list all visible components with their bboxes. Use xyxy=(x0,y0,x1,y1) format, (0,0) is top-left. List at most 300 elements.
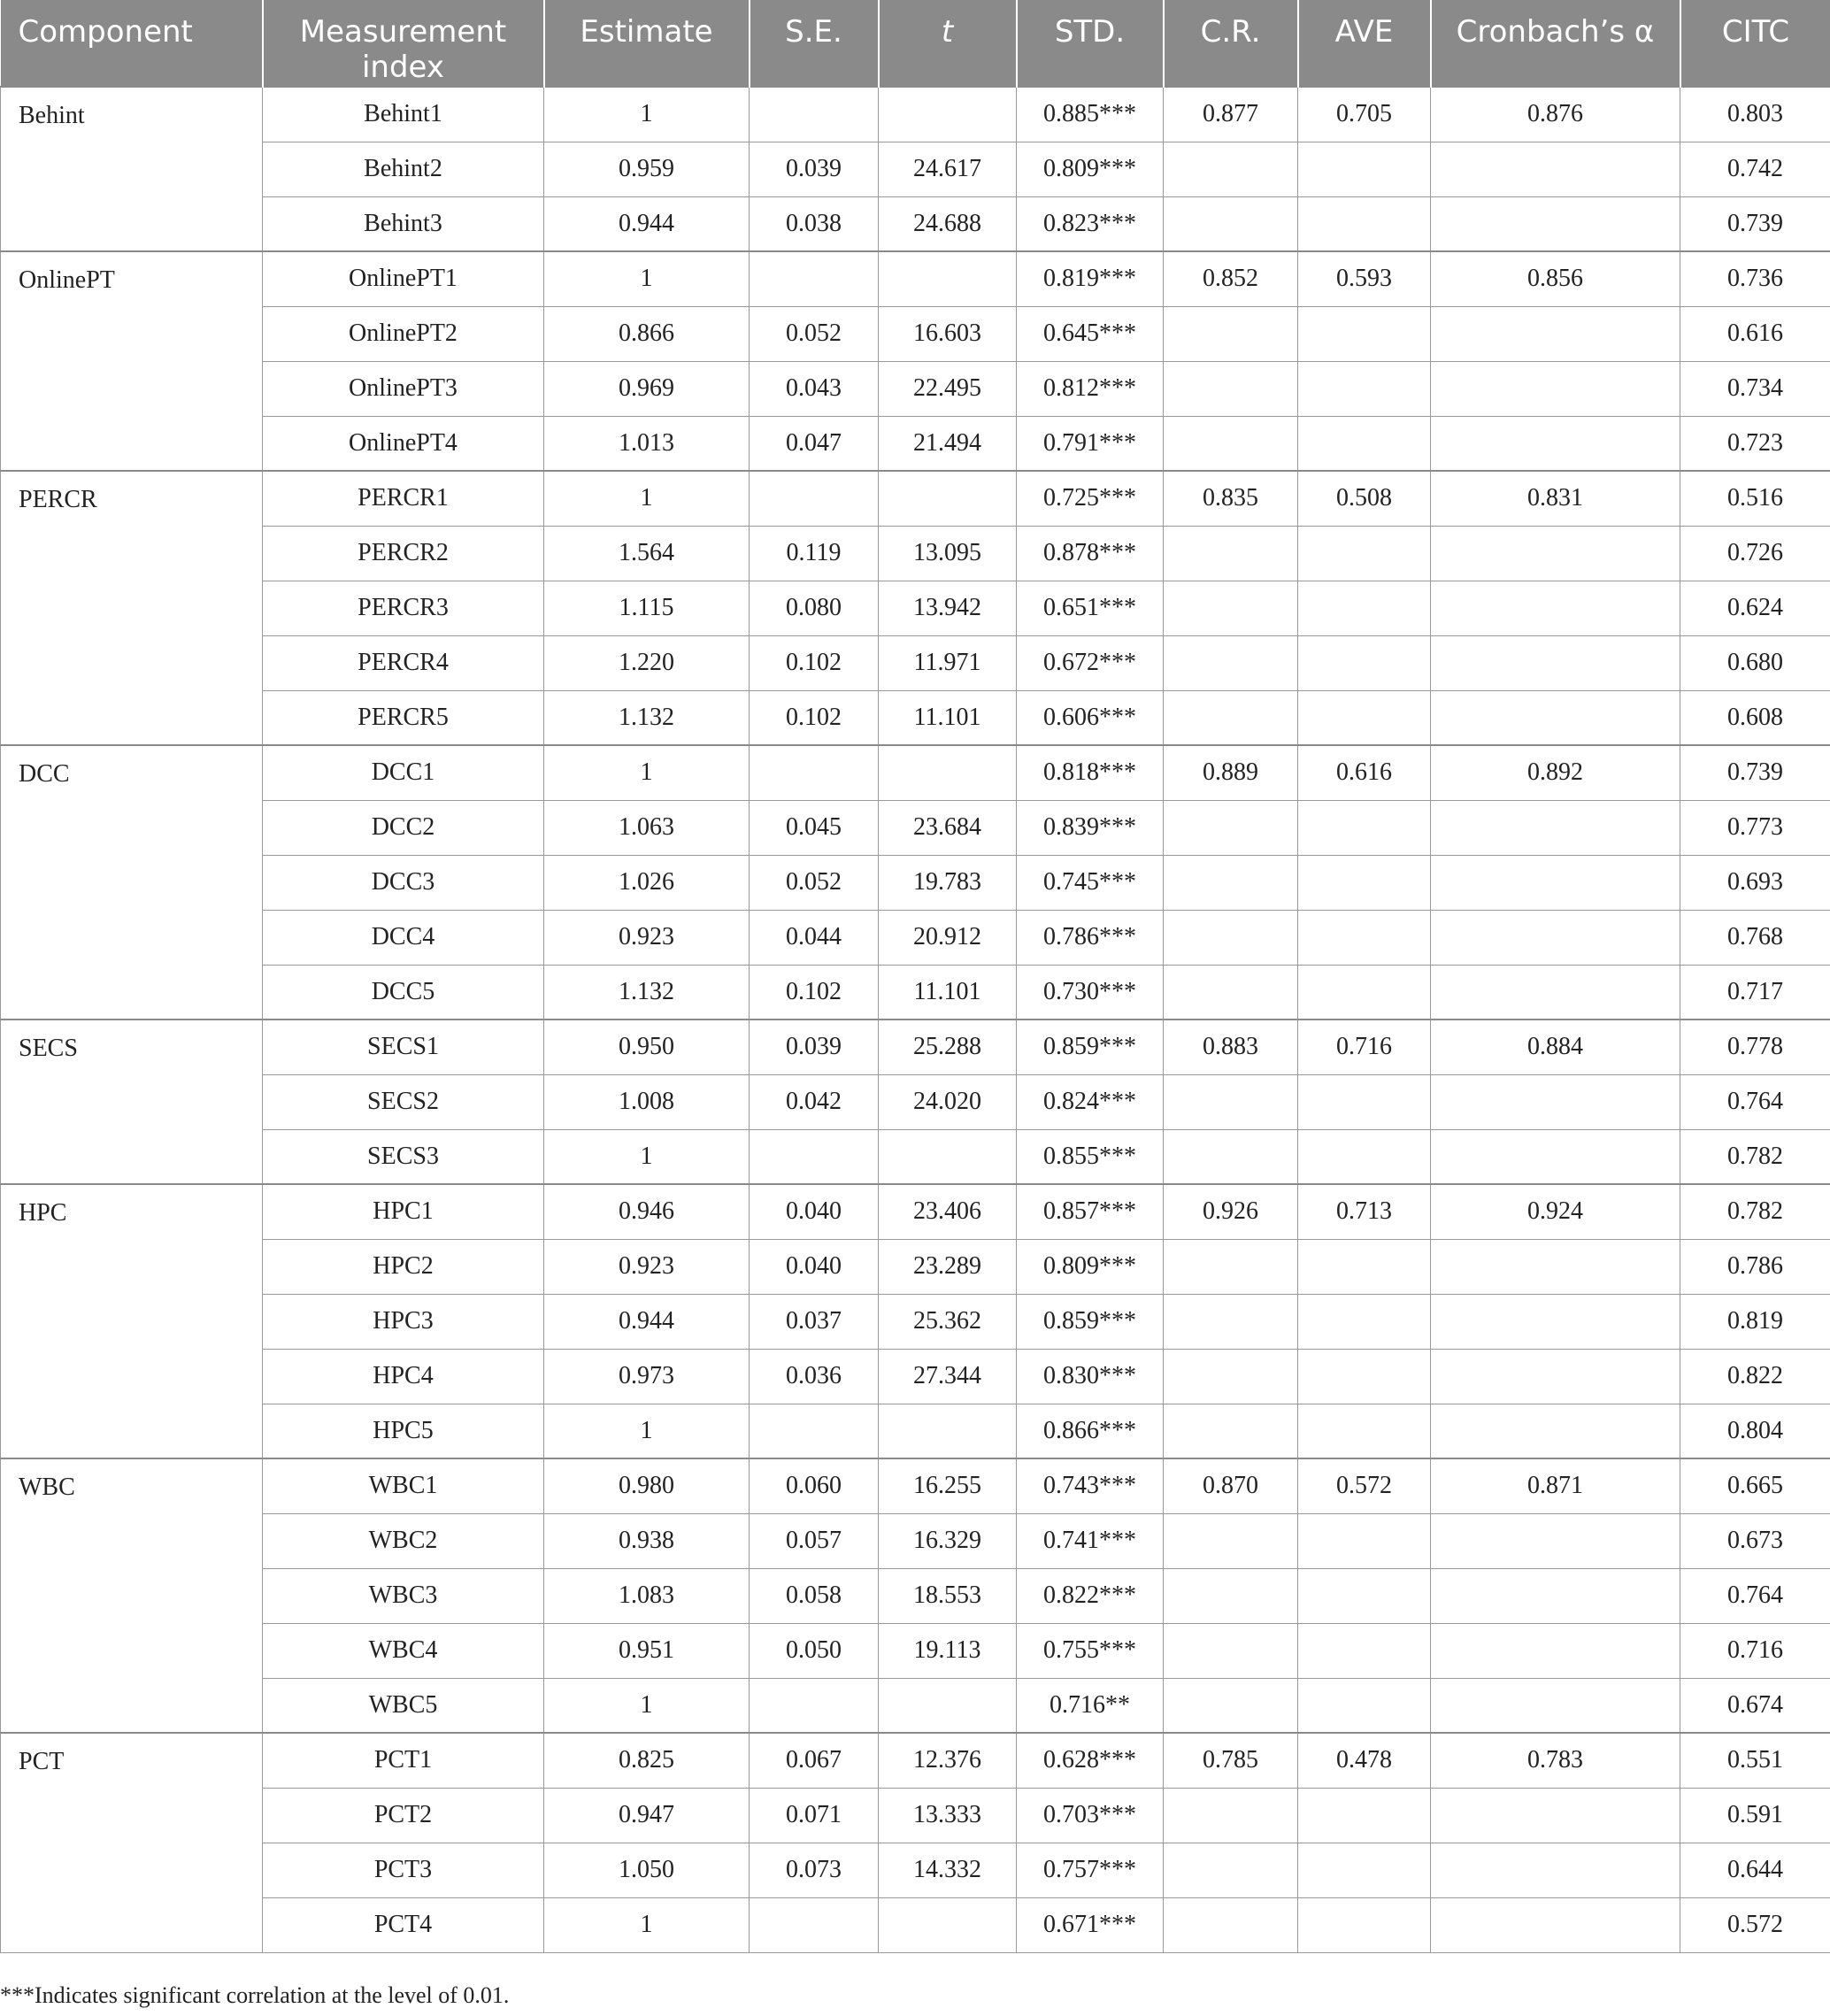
citc-cell: 0.764 xyxy=(1680,1074,1830,1129)
measurement-index-cell: Behint3 xyxy=(263,196,544,251)
table-row xyxy=(1,87,1830,142)
measurement-index-cell: SECS2 xyxy=(263,1074,544,1129)
se-cell xyxy=(750,251,879,306)
se-cell xyxy=(750,87,879,142)
cr-cell xyxy=(1164,196,1298,251)
table-row xyxy=(1,1843,1830,1897)
t-cell: 27.344 xyxy=(879,1349,1017,1404)
std-cell: 0.671*** xyxy=(1017,1897,1164,1952)
table-row xyxy=(1,1897,1830,1952)
table-row xyxy=(1,1349,1830,1404)
citc-cell: 0.764 xyxy=(1680,1568,1830,1623)
measurement-index-cell: DCC5 xyxy=(263,965,544,1020)
cronbach-alpha-cell xyxy=(1431,142,1680,196)
t-cell: 23.684 xyxy=(879,800,1017,855)
t-cell xyxy=(879,1129,1017,1184)
t-cell: 11.101 xyxy=(879,965,1017,1020)
ave-cell xyxy=(1298,1349,1431,1404)
ave-cell xyxy=(1298,1843,1431,1897)
cronbach-alpha-cell xyxy=(1431,306,1680,361)
measurement-index-cell: OnlinePT2 xyxy=(263,306,544,361)
t-cell xyxy=(879,251,1017,306)
ave-cell: 0.713 xyxy=(1298,1184,1431,1239)
cr-cell xyxy=(1164,1897,1298,1952)
std-cell: 0.812*** xyxy=(1017,361,1164,416)
measurement-index-cell: DCC2 xyxy=(263,800,544,855)
table-row xyxy=(1,416,1830,471)
cronbach-alpha-cell xyxy=(1431,635,1680,690)
estimate-cell: 1.050 xyxy=(544,1843,750,1897)
ave-cell xyxy=(1298,965,1431,1020)
citc-cell: 0.716 xyxy=(1680,1623,1830,1678)
se-cell: 0.119 xyxy=(750,526,879,581)
estimate-cell: 1.063 xyxy=(544,800,750,855)
estimate-cell: 1.115 xyxy=(544,581,750,635)
se-cell: 0.057 xyxy=(750,1513,879,1568)
ave-cell xyxy=(1298,1788,1431,1843)
table-row xyxy=(1,1129,1830,1184)
estimate-cell: 0.973 xyxy=(544,1349,750,1404)
estimate-cell: 1 xyxy=(544,1404,750,1458)
table-row xyxy=(1,1404,1830,1458)
estimate-cell: 1 xyxy=(544,471,750,526)
citc-cell: 0.804 xyxy=(1680,1404,1830,1458)
table-row xyxy=(1,1294,1830,1349)
citc-cell: 0.736 xyxy=(1680,251,1830,306)
ave-cell xyxy=(1298,910,1431,965)
std-cell: 0.628*** xyxy=(1017,1733,1164,1788)
measurement-index-cell: PCT3 xyxy=(263,1843,544,1897)
std-cell: 0.755*** xyxy=(1017,1623,1164,1678)
citc-cell: 0.782 xyxy=(1680,1129,1830,1184)
table-row xyxy=(1,690,1830,745)
estimate-cell: 1 xyxy=(544,1129,750,1184)
cr-cell xyxy=(1164,1404,1298,1458)
ave-cell xyxy=(1298,1129,1431,1184)
ave-cell xyxy=(1298,635,1431,690)
cronbach-alpha-cell: 0.856 xyxy=(1431,251,1680,306)
table-row xyxy=(1,526,1830,581)
cr-cell xyxy=(1164,306,1298,361)
estimate-cell: 0.947 xyxy=(544,1788,750,1843)
std-cell: 0.651*** xyxy=(1017,581,1164,635)
std-cell: 0.716** xyxy=(1017,1678,1164,1733)
estimate-cell: 1.026 xyxy=(544,855,750,910)
estimate-cell: 1.220 xyxy=(544,635,750,690)
se-cell: 0.071 xyxy=(750,1788,879,1843)
header-citc: CITC xyxy=(1680,0,1830,87)
header-cr: C.R. xyxy=(1164,0,1298,87)
se-cell: 0.044 xyxy=(750,910,879,965)
table-row xyxy=(1,800,1830,855)
cronbach-alpha-cell xyxy=(1431,1897,1680,1952)
cronbach-alpha-cell: 0.831 xyxy=(1431,471,1680,526)
measurement-index-cell: WBC4 xyxy=(263,1623,544,1678)
cr-cell: 0.785 xyxy=(1164,1733,1298,1788)
estimate-cell: 1 xyxy=(544,1678,750,1733)
citc-cell: 0.723 xyxy=(1680,416,1830,471)
measurement-index-cell: PCT4 xyxy=(263,1897,544,1952)
cr-cell xyxy=(1164,1239,1298,1294)
se-cell xyxy=(750,1129,879,1184)
table-row xyxy=(1,965,1830,1020)
header-ave: AVE xyxy=(1298,0,1431,87)
table-row xyxy=(1,1678,1830,1733)
cr-cell xyxy=(1164,1623,1298,1678)
measurement-index-cell: OnlinePT3 xyxy=(263,361,544,416)
ave-cell xyxy=(1298,855,1431,910)
ave-cell xyxy=(1298,581,1431,635)
se-cell xyxy=(750,745,879,800)
header-std: STD. xyxy=(1017,0,1164,87)
std-cell: 0.730*** xyxy=(1017,965,1164,1020)
ave-cell: 0.705 xyxy=(1298,87,1431,142)
citc-cell: 0.674 xyxy=(1680,1678,1830,1733)
component-cell: SECS xyxy=(1,1020,263,1184)
estimate-cell: 1 xyxy=(544,87,750,142)
table-row xyxy=(1,1623,1830,1678)
citc-cell: 0.768 xyxy=(1680,910,1830,965)
estimate-cell: 1.132 xyxy=(544,965,750,1020)
ave-cell: 0.716 xyxy=(1298,1020,1431,1074)
citc-cell: 0.673 xyxy=(1680,1513,1830,1568)
cr-cell xyxy=(1164,1788,1298,1843)
citc-cell: 0.773 xyxy=(1680,800,1830,855)
cr-cell: 0.852 xyxy=(1164,251,1298,306)
measurement-index-cell: DCC4 xyxy=(263,910,544,965)
std-cell: 0.745*** xyxy=(1017,855,1164,910)
cr-cell xyxy=(1164,1843,1298,1897)
se-cell: 0.040 xyxy=(750,1239,879,1294)
ave-cell xyxy=(1298,1678,1431,1733)
citc-cell: 0.782 xyxy=(1680,1184,1830,1239)
std-cell: 0.823*** xyxy=(1017,196,1164,251)
measurement-index-cell: WBC5 xyxy=(263,1678,544,1733)
table-row xyxy=(1,306,1830,361)
estimate-cell: 0.951 xyxy=(544,1623,750,1678)
std-cell: 0.859*** xyxy=(1017,1294,1164,1349)
cr-cell xyxy=(1164,1349,1298,1404)
estimate-cell: 1.013 xyxy=(544,416,750,471)
cronbach-alpha-cell xyxy=(1431,1843,1680,1897)
measurement-index-cell: PCT2 xyxy=(263,1788,544,1843)
std-cell: 0.645*** xyxy=(1017,306,1164,361)
t-cell: 14.332 xyxy=(879,1843,1017,1897)
measurement-index-cell: WBC2 xyxy=(263,1513,544,1568)
estimate-cell: 1 xyxy=(544,745,750,800)
cronbach-alpha-cell xyxy=(1431,196,1680,251)
cronbach-alpha-cell xyxy=(1431,690,1680,745)
cr-cell xyxy=(1164,361,1298,416)
cr-cell xyxy=(1164,635,1298,690)
header-measurement-index: Measurement index xyxy=(263,0,544,87)
measurement-index-cell: HPC3 xyxy=(263,1294,544,1349)
t-cell: 13.333 xyxy=(879,1788,1017,1843)
t-cell: 22.495 xyxy=(879,361,1017,416)
estimate-cell: 0.944 xyxy=(544,1294,750,1349)
ave-cell xyxy=(1298,142,1431,196)
ave-cell xyxy=(1298,1294,1431,1349)
header-se: S.E. xyxy=(750,0,879,87)
component-cell: Behint xyxy=(1,87,263,251)
ave-cell xyxy=(1298,306,1431,361)
std-cell: 0.824*** xyxy=(1017,1074,1164,1129)
cr-cell xyxy=(1164,142,1298,196)
cr-cell xyxy=(1164,416,1298,471)
cronbach-alpha-cell: 0.884 xyxy=(1431,1020,1680,1074)
table-row xyxy=(1,1458,1830,1513)
cronbach-alpha-cell xyxy=(1431,855,1680,910)
std-cell: 0.725*** xyxy=(1017,471,1164,526)
cronbach-alpha-cell: 0.892 xyxy=(1431,745,1680,800)
cr-cell xyxy=(1164,581,1298,635)
cronbach-alpha-cell xyxy=(1431,361,1680,416)
cr-cell xyxy=(1164,690,1298,745)
cronbach-alpha-cell: 0.924 xyxy=(1431,1184,1680,1239)
t-cell xyxy=(879,87,1017,142)
table-row xyxy=(1,1788,1830,1843)
citc-cell: 0.665 xyxy=(1680,1458,1830,1513)
cronbach-alpha-cell xyxy=(1431,1513,1680,1568)
t-cell xyxy=(879,1678,1017,1733)
cr-cell xyxy=(1164,965,1298,1020)
citc-cell: 0.591 xyxy=(1680,1788,1830,1843)
cronbach-alpha-cell xyxy=(1431,416,1680,471)
measurement-index-cell: SECS1 xyxy=(263,1020,544,1074)
std-cell: 0.822*** xyxy=(1017,1568,1164,1623)
citc-cell: 0.726 xyxy=(1680,526,1830,581)
citc-cell: 0.624 xyxy=(1680,581,1830,635)
cr-cell xyxy=(1164,526,1298,581)
t-cell: 16.329 xyxy=(879,1513,1017,1568)
std-cell: 0.839*** xyxy=(1017,800,1164,855)
se-cell: 0.037 xyxy=(750,1294,879,1349)
se-cell: 0.102 xyxy=(750,965,879,1020)
measurement-index-cell: PERCR3 xyxy=(263,581,544,635)
table-row xyxy=(1,745,1830,800)
estimate-cell: 1.083 xyxy=(544,1568,750,1623)
estimate-cell: 1.564 xyxy=(544,526,750,581)
table-row xyxy=(1,1568,1830,1623)
cr-cell: 0.926 xyxy=(1164,1184,1298,1239)
estimate-cell: 0.944 xyxy=(544,196,750,251)
cr-cell xyxy=(1164,1678,1298,1733)
t-cell: 20.912 xyxy=(879,910,1017,965)
table-row xyxy=(1,1733,1830,1788)
ave-cell: 0.478 xyxy=(1298,1733,1431,1788)
citc-cell: 0.778 xyxy=(1680,1020,1830,1074)
ave-cell: 0.572 xyxy=(1298,1458,1431,1513)
cronbach-alpha-cell xyxy=(1431,1074,1680,1129)
citc-cell: 0.516 xyxy=(1680,471,1830,526)
std-cell: 0.757*** xyxy=(1017,1843,1164,1897)
table-row xyxy=(1,1184,1830,1239)
estimate-cell: 0.923 xyxy=(544,910,750,965)
cr-cell xyxy=(1164,1568,1298,1623)
measurement-index-cell: SECS3 xyxy=(263,1129,544,1184)
cronbach-alpha-cell xyxy=(1431,1568,1680,1623)
se-cell xyxy=(750,1678,879,1733)
se-cell: 0.102 xyxy=(750,690,879,745)
std-cell: 0.743*** xyxy=(1017,1458,1164,1513)
t-cell: 24.688 xyxy=(879,196,1017,251)
t-cell: 18.553 xyxy=(879,1568,1017,1623)
cronbach-alpha-cell: 0.876 xyxy=(1431,87,1680,142)
ave-cell xyxy=(1298,1568,1431,1623)
measurement-index-cell: PERCR4 xyxy=(263,635,544,690)
component-cell: OnlinePT xyxy=(1,251,263,471)
t-cell: 11.101 xyxy=(879,690,1017,745)
se-cell: 0.052 xyxy=(750,306,879,361)
t-cell: 25.288 xyxy=(879,1020,1017,1074)
estimate-cell: 1 xyxy=(544,1897,750,1952)
ave-cell xyxy=(1298,196,1431,251)
t-cell: 19.113 xyxy=(879,1623,1017,1678)
measurement-index-cell: WBC3 xyxy=(263,1568,544,1623)
table-header xyxy=(1,0,1830,87)
measurement-index-cell: HPC5 xyxy=(263,1404,544,1458)
cr-cell: 0.835 xyxy=(1164,471,1298,526)
measurement-index-cell: HPC1 xyxy=(263,1184,544,1239)
table-row xyxy=(1,581,1830,635)
ave-cell xyxy=(1298,1074,1431,1129)
cronbach-alpha-cell xyxy=(1431,1239,1680,1294)
component-cell: PCT xyxy=(1,1733,263,1952)
header-cronbach-alpha: Cronbach’s α xyxy=(1431,0,1680,87)
std-cell: 0.830*** xyxy=(1017,1349,1164,1404)
table-row xyxy=(1,910,1830,965)
estimate-cell: 1.008 xyxy=(544,1074,750,1129)
header-component: Component xyxy=(1,0,263,87)
std-cell: 0.809*** xyxy=(1017,1239,1164,1294)
se-cell xyxy=(750,1897,879,1952)
std-cell: 0.857*** xyxy=(1017,1184,1164,1239)
t-cell: 24.020 xyxy=(879,1074,1017,1129)
estimate-cell: 1.132 xyxy=(544,690,750,745)
cronbach-alpha-cell xyxy=(1431,1294,1680,1349)
std-cell: 0.819*** xyxy=(1017,251,1164,306)
estimate-cell: 0.866 xyxy=(544,306,750,361)
table-row xyxy=(1,1074,1830,1129)
cronbach-alpha-cell xyxy=(1431,526,1680,581)
component-cell: DCC xyxy=(1,745,263,1020)
measurement-index-cell: Behint1 xyxy=(263,87,544,142)
table-row xyxy=(1,1513,1830,1568)
header-t: t xyxy=(879,0,1017,87)
ave-cell xyxy=(1298,1623,1431,1678)
citc-cell: 0.680 xyxy=(1680,635,1830,690)
cronbach-alpha-cell xyxy=(1431,581,1680,635)
se-cell: 0.080 xyxy=(750,581,879,635)
se-cell: 0.050 xyxy=(750,1623,879,1678)
estimate-cell: 0.825 xyxy=(544,1733,750,1788)
std-cell: 0.878*** xyxy=(1017,526,1164,581)
citc-cell: 0.608 xyxy=(1680,690,1830,745)
table-row xyxy=(1,1020,1830,1074)
t-cell: 23.289 xyxy=(879,1239,1017,1294)
estimate-cell: 0.938 xyxy=(544,1513,750,1568)
cr-cell xyxy=(1164,1294,1298,1349)
cr-cell xyxy=(1164,910,1298,965)
ave-cell xyxy=(1298,1897,1431,1952)
std-cell: 0.818*** xyxy=(1017,745,1164,800)
se-cell xyxy=(750,471,879,526)
cr-cell: 0.889 xyxy=(1164,745,1298,800)
cr-cell: 0.883 xyxy=(1164,1020,1298,1074)
t-cell: 23.406 xyxy=(879,1184,1017,1239)
citc-cell: 0.742 xyxy=(1680,142,1830,196)
table-row xyxy=(1,142,1830,196)
t-cell xyxy=(879,745,1017,800)
cr-cell: 0.877 xyxy=(1164,87,1298,142)
t-cell: 25.362 xyxy=(879,1294,1017,1349)
std-cell: 0.866*** xyxy=(1017,1404,1164,1458)
ave-cell: 0.616 xyxy=(1298,745,1431,800)
component-cell: PERCR xyxy=(1,471,263,745)
cronbach-alpha-cell xyxy=(1431,1129,1680,1184)
std-cell: 0.855*** xyxy=(1017,1129,1164,1184)
table-row xyxy=(1,635,1830,690)
table-body xyxy=(1,87,1830,1952)
citc-cell: 0.616 xyxy=(1680,306,1830,361)
std-cell: 0.885*** xyxy=(1017,87,1164,142)
citc-cell: 0.572 xyxy=(1680,1897,1830,1952)
citc-cell: 0.693 xyxy=(1680,855,1830,910)
ave-cell xyxy=(1298,800,1431,855)
citc-cell: 0.739 xyxy=(1680,745,1830,800)
se-cell: 0.043 xyxy=(750,361,879,416)
t-cell xyxy=(879,1404,1017,1458)
ave-cell: 0.593 xyxy=(1298,251,1431,306)
cronbach-alpha-cell xyxy=(1431,1623,1680,1678)
table-row xyxy=(1,1239,1830,1294)
measurement-index-cell: OnlinePT1 xyxy=(263,251,544,306)
measurement-index-cell: DCC3 xyxy=(263,855,544,910)
cronbach-alpha-cell: 0.783 xyxy=(1431,1733,1680,1788)
std-cell: 0.606*** xyxy=(1017,690,1164,745)
std-cell: 0.703*** xyxy=(1017,1788,1164,1843)
se-cell: 0.067 xyxy=(750,1733,879,1788)
ave-cell xyxy=(1298,361,1431,416)
table-row xyxy=(1,361,1830,416)
se-cell xyxy=(750,1404,879,1458)
se-cell: 0.102 xyxy=(750,635,879,690)
se-cell: 0.047 xyxy=(750,416,879,471)
ave-cell xyxy=(1298,1404,1431,1458)
cronbach-alpha-cell xyxy=(1431,1349,1680,1404)
measurement-index-cell: PERCR5 xyxy=(263,690,544,745)
measurement-index-cell: PCT1 xyxy=(263,1733,544,1788)
t-cell: 16.255 xyxy=(879,1458,1017,1513)
cr-cell xyxy=(1164,1513,1298,1568)
table-row xyxy=(1,251,1830,306)
t-cell xyxy=(879,1897,1017,1952)
cr-cell xyxy=(1164,800,1298,855)
estimate-cell: 1 xyxy=(544,251,750,306)
measurement-index-cell: Behint2 xyxy=(263,142,544,196)
measurement-index-cell: HPC2 xyxy=(263,1239,544,1294)
se-cell: 0.052 xyxy=(750,855,879,910)
table-row xyxy=(1,855,1830,910)
se-cell: 0.073 xyxy=(750,1843,879,1897)
component-cell: HPC xyxy=(1,1184,263,1458)
cr-cell: 0.870 xyxy=(1164,1458,1298,1513)
ave-cell xyxy=(1298,1513,1431,1568)
citc-cell: 0.551 xyxy=(1680,1733,1830,1788)
citc-cell: 0.734 xyxy=(1680,361,1830,416)
std-cell: 0.791*** xyxy=(1017,416,1164,471)
se-cell: 0.039 xyxy=(750,1020,879,1074)
